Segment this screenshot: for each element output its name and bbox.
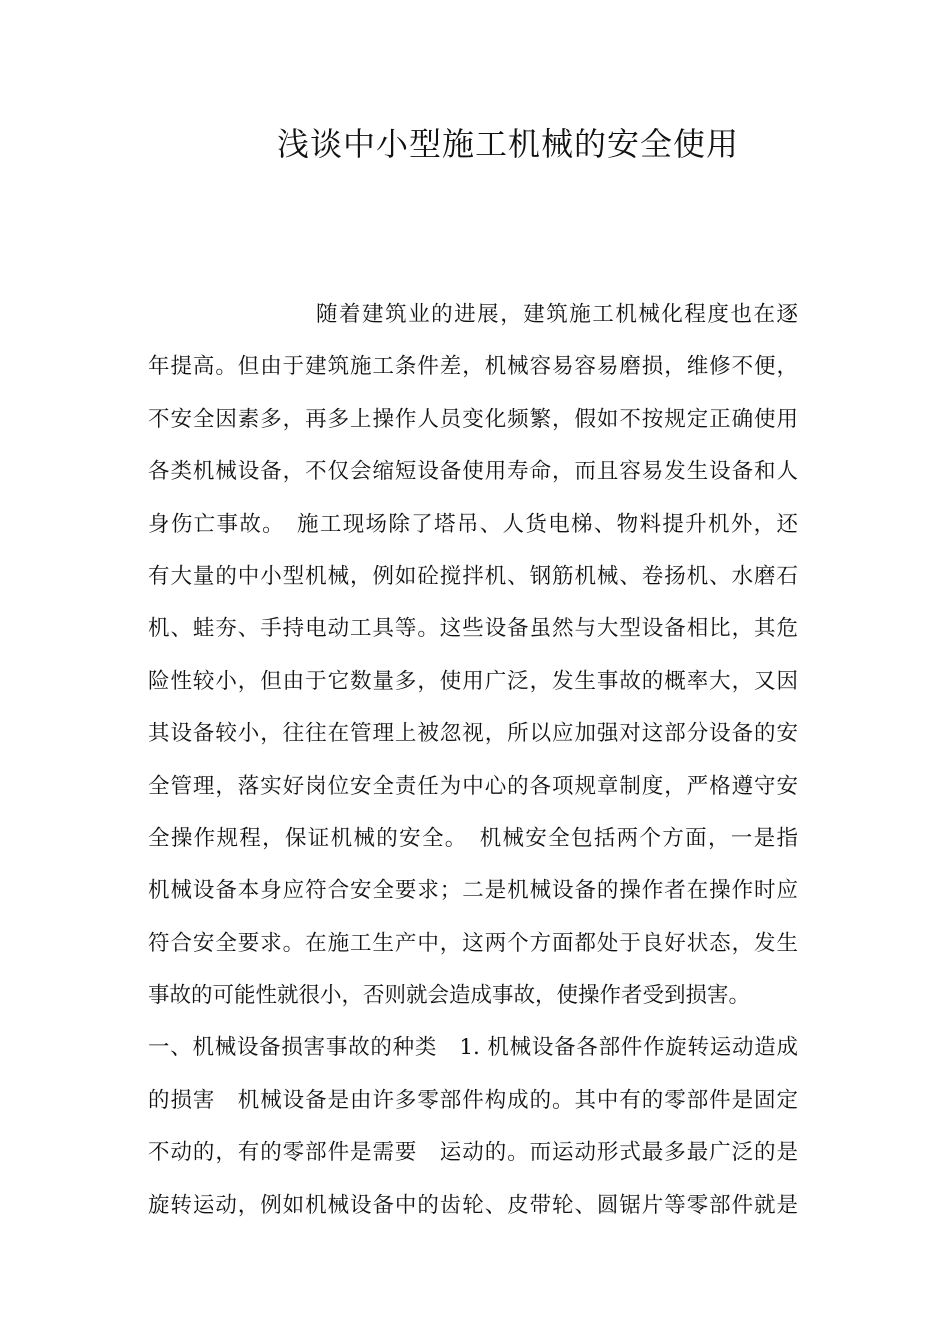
body-line: 随着建筑业的进展，建筑施工机械化程度也在逐: [316, 302, 798, 327]
body-line: 有大量的中小型机械，例如砼搅拌机、钢筋机械、卷扬机、水磨石: [148, 563, 798, 589]
body-line: 不动的，有的零部件是需要 运动的。而运动形式最多最广泛的是: [148, 1140, 798, 1166]
body-line: 的损害 机械设备是由许多零部件构成的。其中有的零部件是固定: [148, 1087, 798, 1113]
body-line: 身伤亡事故。 施工现场除了塔吊、人货电梯、物料提升机外，还: [148, 511, 798, 537]
body-line: 险性较小，但由于它数量多，使用广泛，发生事故的概率大，又因: [148, 668, 798, 694]
body-line: 各类机械设备，不仅会缩短设备使用寿命，而且容易发生设备和人: [148, 459, 798, 485]
body-line: 全管理，落实好岗位安全责任为中心的各项规章制度，严格遵守安: [148, 773, 798, 799]
body-line: 其设备较小，往往在管理上被忽视，所以应加强对这部分设备的安: [148, 721, 798, 747]
body-line: 年提高。但由于建筑施工条件差，机械容易容易磨损，维修不便，: [148, 354, 798, 380]
body-line: 符合安全要求。在施工生产中，这两个方面都处于良好状态，发生: [148, 930, 798, 956]
body-line: 旋转运动，例如机械设备中的齿轮、皮带轮、圆锯片等零部件就是: [148, 1192, 798, 1218]
document-body: [148, 289, 798, 1232]
body-line: 不安全因素多，再多上操作人员变化频繁，假如不按规定正确使用: [148, 406, 798, 432]
body-line: 一、机械设备损害事故的种类 1. 机械设备各部件作旋转运动造成: [148, 1035, 798, 1061]
document-title: 浅谈中小型施工机械的安全使用: [276, 125, 739, 163]
body-line: 机械设备本身应符合安全要求；二是机械设备的操作者在操作时应: [148, 878, 798, 904]
body-line: 机、蛙夯、手持电动工具等。这些设备虽然与大型设备相比，其危: [148, 616, 798, 642]
body-line: 全操作规程，保证机械的安全。 机械安全包括两个方面，一是指: [148, 825, 798, 851]
body-line: 事故的可能性就很小，否则就会造成事故，使操作者受到损害。: [148, 983, 751, 1009]
